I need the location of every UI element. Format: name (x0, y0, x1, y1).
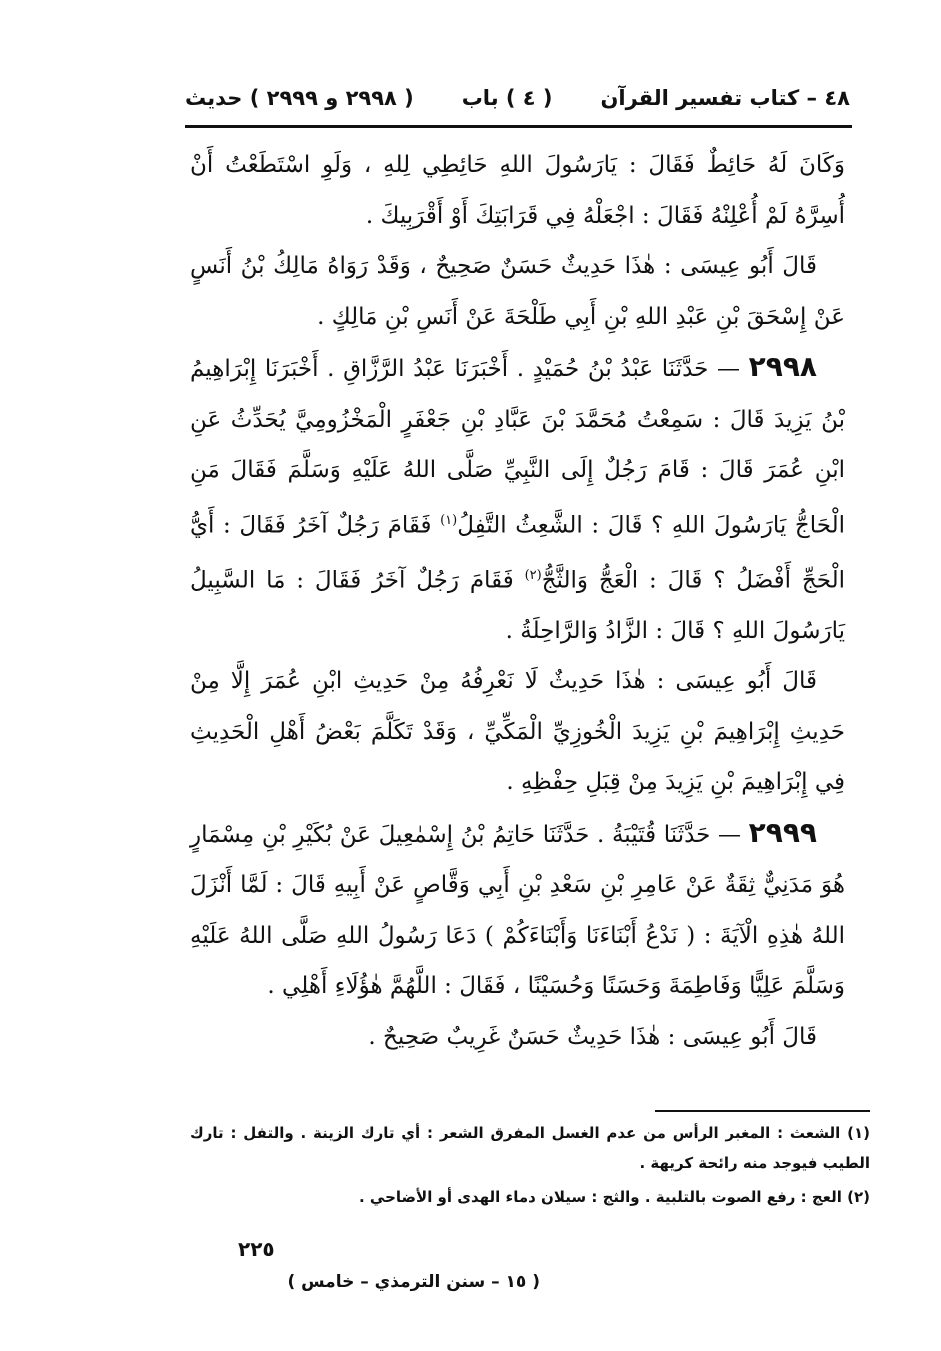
header-divider (185, 125, 852, 128)
footnotes (190, 1118, 870, 1212)
paragraph-comment-1: قَالَ أَبُو عِيسَى : هٰذَا حَدِيثٌ حَسَنٌ صَحِيحٌ ، وَقَدْ رَوَاهُ مَالِكُ بْنُ أَنَسٍ عَنْ إِسْحَقَ بْنِ عَبْدِ اللهِ بْنِ أَبِي طَلْحَةَ عَنْ أَنَسِ بْنِ مَالِكٍ . (190, 253, 845, 330)
hadith-2999 (190, 808, 845, 1012)
paragraph-comment-3: قَالَ أَبُو عِيسَى : هٰذَا حَدِيثٌ حَسَنٌ غَرِيبٌ صَحِيحٌ . (368, 1023, 817, 1050)
paragraph-comment-2: قَالَ أَبُو عِيسَى : هٰذَا حَدِيثٌ لَا نَعْرِفُهُ مِنْ حَدِيثِ ابْنِ عُمَرَ إِلَّا مِنْ حَدِيثِ إِبْرَاهِيمَ بْنِ يَزِيدَ الْخُوزِيِّ الْمَكِّيِّ ، وَقَدْ تَكَلَّمَ بَعْضُ أَهْلِ الْحَدِيثِ فِي إِبْرَاهِيمَ بْنِ يَزِيدَ مِنْ قِبَلِ حِفْظِهِ . (190, 668, 845, 796)
hadith-text-part-a: — حَدَّثَنَا عَبْدُ بْنُ حُمَيْدٍ . أَخْبَرَنَا عَبْدُ الرَّزَّاقِ . أَخْبَرَنَا إِبْرَاهِيمُ بْنُ يَزِيدَ قَالَ : سَمِعْتُ مُحَمَّدَ بْنَ عَبَّادِ بْنِ جَعْفَرٍ الْمَخْزُومِيَّ يُحَدِّثُ عَنِ ابْنِ عُمَرَ قَالَ : قَامَ رَجُلٌ إِلَى النَّبِيِّ صَلَّى اللهُ عَلَيْهِ وَسَلَّمَ فَقَالَ مَنِ الْحَاجُّ يَارَسُولَ اللهِ ؟ قَالَ : الشَّعِثُ التَّفِلُ (190, 356, 845, 539)
hadith-text-part-c: فَقَامَ رَجُلٌ آخَرُ فَقَالَ : مَا السَّبِيلُ يَارَسُولَ اللهِ ؟ قَالَ : الزَّادُ وَالرَّاحِلَةُ . (190, 567, 845, 644)
footnote-ref-2: (٢) (524, 567, 542, 583)
book-title: ٤٨ – كتاب تفسير القرآن (600, 86, 850, 110)
hadith-2998 (190, 342, 845, 656)
footnote-1: (١) الشعث : المغبر الرأس من عدم الغسل المفرق الشعر : أي تارك الزينة . والتفل : تارك الطيب فيوجد منه رائحة كريهة . (190, 1124, 870, 1172)
hadith-text: — حَدَّثَنَا قُتَيْبَةُ . حَدَّثَنَا حَاتِمُ بْنُ إِسْمٰعِيلَ عَنْ بُكَيْرِ بْنِ مِسْمَارٍ هُوَ مَدَنِيٌّ ثِقَةٌ عَنْ عَامِرِ بْنِ سَعْدِ بْنِ أَبِي وَقَّاصٍ عَنْ أَبِيهِ قَالَ : لَمَّا أَنْزَلَ اللهُ هٰذِهِ الْآيَةَ : ( نَدْعُ أَبْنَاءَنَا وَأَبْنَاءَكُمْ ) دَعَا رَسُولُ اللهِ صَلَّى اللهُ عَلَيْهِ وَسَلَّمَ عَلِيًّا وَفَاطِمَةَ وَحَسَنًا وَحُسَيْنًا ، فَقَالَ : اللَّهُمَّ هٰؤُلَاءِ أَهْلِي . (190, 821, 845, 1000)
paragraph-continuation: وَكَانَ لَهُ حَائِطٌ فَقَالَ : يَارَسُولَ اللهِ حَائِطِي لِلهِ ، وَلَوِ اسْتَطَعْتُ أَنْ أُسِرَّهُ لَمْ أُعْلِنْهُ فَقَالَ : اجْعَلْهُ فِي قَرَابَتِكَ أَوْ أَقْرَبِيكَ . (190, 152, 845, 229)
main-text (190, 140, 845, 1062)
hadith-number: ٢٩٩٨ (748, 350, 817, 383)
hadith-number: ٢٩٩٩ (748, 815, 818, 849)
signature-line: ( ١٥ – سنن الترمذي – خامس ) (287, 1272, 540, 1292)
footnote-2: (٢) العج : رفع الصوت بالتلبية . والثج : سيلان دماء الهدى أو الأضاحي . (358, 1188, 870, 1206)
page-header (185, 78, 850, 118)
footnote-divider (655, 1110, 870, 1112)
page-number: ٢٢٥ (238, 1237, 275, 1261)
hadith-text-part-b: فَقَامَ رَجُلٌ آخَرُ فَقَالَ : أَيُّ الْحَجِّ أَفْضَلُ ؟ قَالَ : الْعَجُّ وَالثَّجُّ (190, 512, 845, 594)
hadith-range: ( ٢٩٩٨ و ٢٩٩٩ ) حديث (185, 86, 414, 110)
chapter-label: ( ٤ ) باب (461, 86, 553, 110)
footnote-ref-1: (١) (440, 512, 458, 528)
